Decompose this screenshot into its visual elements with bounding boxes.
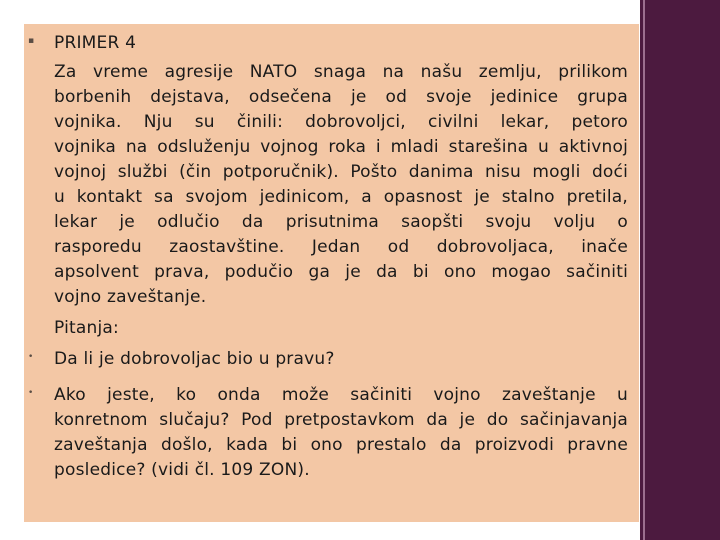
- paragraph-line: u kontakt sa svojom jedinicom, a opasnost je stalno pretila,: [54, 187, 628, 207]
- decorative-side-line: [643, 0, 645, 540]
- paragraph-line: vojnoj službi (čin potporučnik). Pošto danima nisu mogli doći: [54, 162, 628, 182]
- slide-title: PRIMER 4: [54, 33, 137, 53]
- paragraph-line: apsolvent prava, podučio ga je da bi ono mogao sačiniti: [54, 262, 628, 282]
- paragraph-line: borbenih dejstava, odsečena je od svoje jedinice grupa: [54, 87, 628, 107]
- decorative-side-band: [640, 0, 720, 540]
- question-2-line: konretnom slučaju? Pod pretpostavkom da je do sačinjavanja: [54, 410, 628, 430]
- bullet-title: ▪: [28, 36, 35, 46]
- paragraph-line: rasporedu zaostavštine. Jedan od dobrovoljaca, inače: [54, 237, 628, 257]
- question-2: [54, 383, 628, 483]
- paragraph-line: vojnika. Nju su činili: dobrovoljci, civilni lekar, petoro: [54, 112, 628, 132]
- questions-label: Pitanja:: [54, 318, 119, 338]
- paragraph-line: vojno zaveštanje.: [54, 287, 207, 307]
- paragraph-line: lekar je odlučio da prisutnima saopšti svoju volju o: [54, 212, 628, 232]
- question-2-line: posledice? (vidi čl. 109 ZON).: [54, 460, 310, 480]
- question-2-line: zaveštanja došlo, kada bi ono prestalo da proizvodi pravne: [54, 435, 628, 455]
- bullet-question-1: •: [28, 352, 34, 362]
- question-2-line: Ako jeste, ko onda može sačiniti vojno zaveštanje u: [54, 385, 628, 405]
- question-1: Da li je dobrovoljac bio u pravu?: [54, 349, 335, 369]
- case-paragraph: [54, 60, 628, 310]
- bullet-question-2: •: [28, 388, 34, 398]
- paragraph-line: Za vreme agresije NATO snaga na našu zemlju, prilikom: [54, 62, 628, 82]
- paragraph-line: vojnika na odsluženju vojnog roka i mladi starešina u aktivnoj: [54, 137, 628, 157]
